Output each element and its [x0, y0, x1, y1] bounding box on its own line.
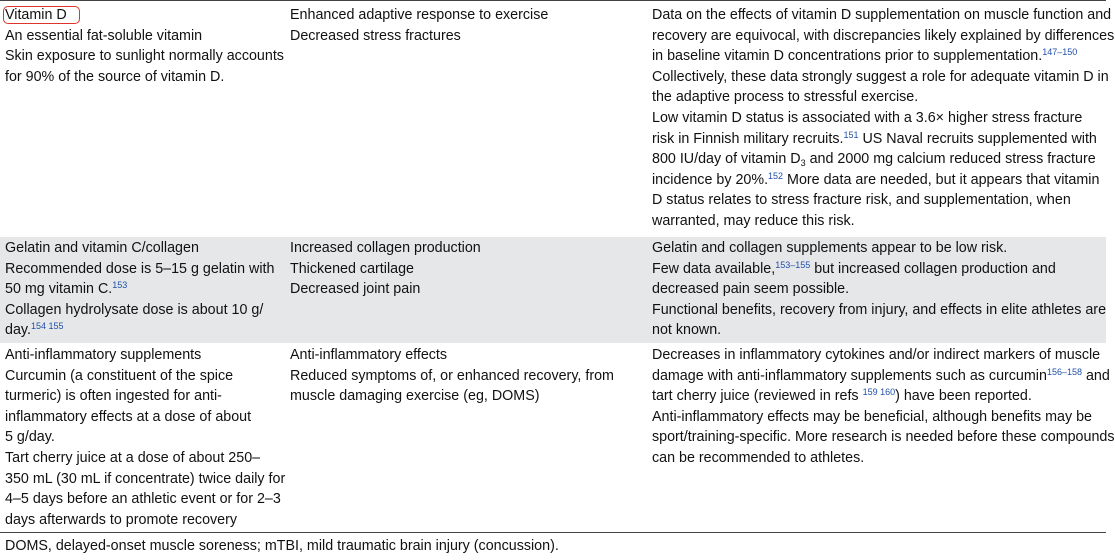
- supplement-cell: Anti-inflammatory supplements Curcumin (a constituent of the spice turmeric) is often ingested for anti- inflammatory effects at a dose of about 5 g/day. Tart cherry juice at a dose of about 250– 350 mL (30 mL if concentrate) twice daily for 4–5 days before an athletic event or for 2–3 days afterwards to promote recovery: [5, 347, 286, 528]
- citation[interactable]: 153–155: [775, 259, 811, 270]
- effects-cell: Increased collagen production Thickened cartilage Decreased joint pain: [290, 240, 481, 298]
- effects-cell: Anti-inflammatory effects Reduced symptoms of, or enhanced recovery, from muscle damaging exercise (eg, DOMS): [290, 347, 614, 405]
- table-bottom-rule: [0, 532, 1106, 533]
- supplement-cell: Vitamin D An essential fat-soluble vitamin Skin exposure to sunlight normally accounts for 90% of the source of vitamin D.: [5, 7, 284, 85]
- citation[interactable]: 156–158: [1046, 366, 1082, 377]
- citation[interactable]: 152: [768, 170, 784, 181]
- evidence-cell: Gelatin and collagen supplements appear to be low risk. Few data available,$^{153-155}$ but increased collagen production and decreased pain seem possible. Functional benefits, recovery from injury, and effects in elite athletes are not known.: [652, 240, 1107, 339]
- table-row: [0, 5, 1115, 234]
- citation[interactable]: 153: [112, 280, 128, 291]
- citation[interactable]: 159 160: [862, 387, 896, 398]
- evidence-cell: Data on the effects of vitamin D supplementation on muscle function and recovery are equivocal, with discrepancies likely explained by differences in baseline vitamin D concentrations prior to supplementation.$^{147-150}$ Collectively, these data strongly suggest a role for adequate vitamin D in the adaptive process to stressful exercise. Low vitamin D status is associated with a 3.6× higher stress fracture risk in Finnish military recruits.$^{151}$ US Naval recruits supplemented with 800 IU/day of vitamin $D_3$ and 2000 mg calcium reduced stress fracture incidence by 20%.$^{152}$ More data are needed, but it appears that vitamin D status relates to stress fracture risk, and supplementation, when warranted, may reduce this risk.: [652, 7, 1115, 229]
- table-row: [0, 237, 1106, 343]
- evidence-cell: Decreases in inflammatory cytokines and/or indirect markers of muscle damage with anti-inflammatory supplements such as curcumin$^{156-158}$ and tart cherry juice (reviewed in refs $^{159 160}$) have been reported. Anti-inflammatory effects may be beneficial, although benefits may be sport/training-specific. More research is needed before these compounds can be recommended to athletes.: [652, 347, 1115, 466]
- table-row: [0, 345, 1115, 532]
- table-top-rule: [0, 0, 1106, 1]
- citation[interactable]: 151: [843, 129, 859, 140]
- effects-cell: Enhanced adaptive response to exercise Decreased stress fractures: [290, 7, 549, 44]
- citation[interactable]: 154 155: [30, 321, 64, 332]
- table-footnote: DOMS, delayed-onset muscle soreness; mTBI, mild traumatic brain injury (concussion).: [5, 538, 559, 554]
- supplement-cell: Gelatin and vitamin C/collagen Recommended dose is 5–15 g gelatin with 50 mg vitamin C.$^{153}$ Collagen hydrolysate dose is about 10 g/ day.$^{154 155}$: [5, 240, 275, 339]
- highlighted-term[interactable]: Vitamin D: [3, 6, 80, 24]
- citation[interactable]: 147–150: [1042, 47, 1078, 58]
